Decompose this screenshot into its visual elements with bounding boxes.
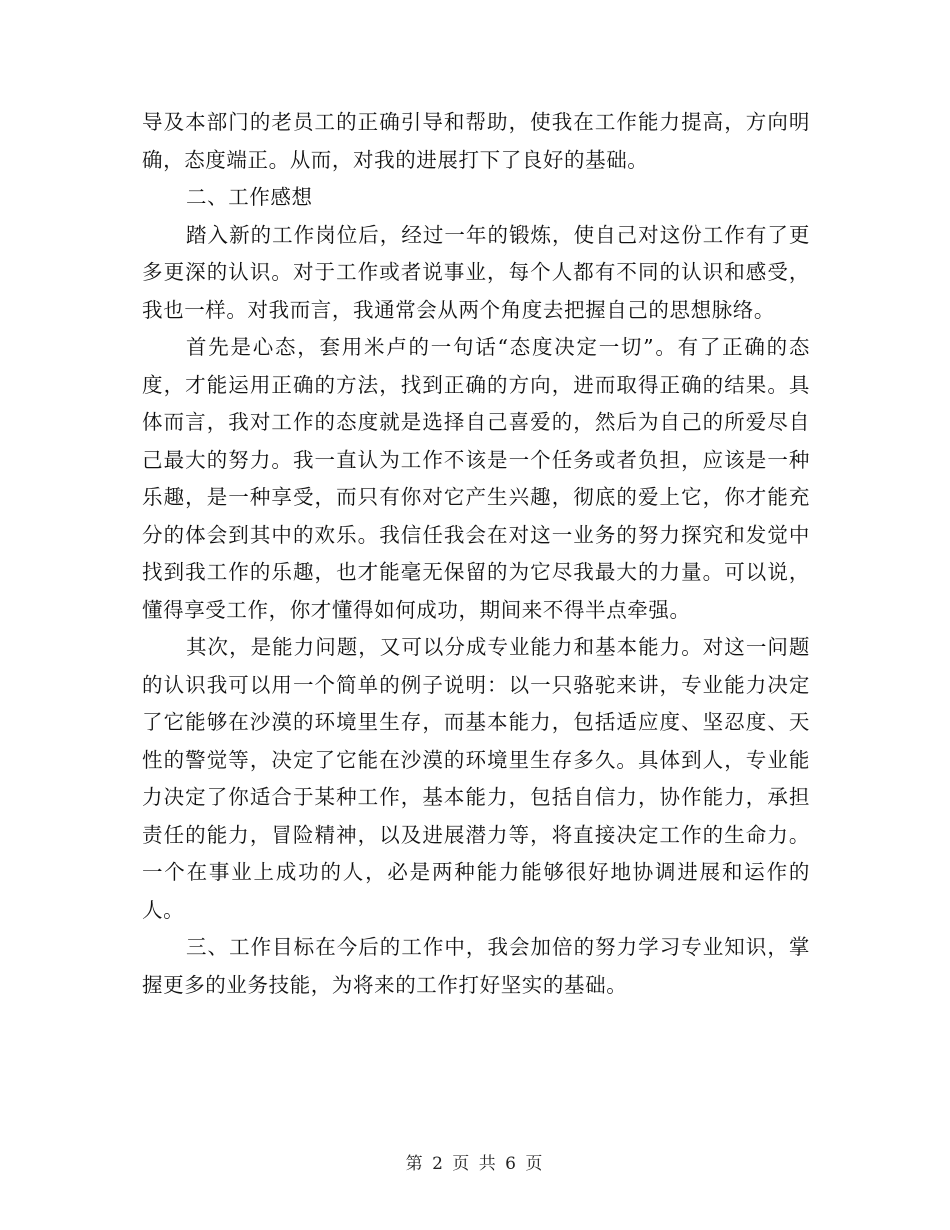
paragraph-ability: 其次，是能力问题，又可以分成专业能力和基本能力。对这一问题的认识我可以用一个简单的例子说明：以一只骆驼来讲，专业能力决定了它能够在沙漠的环境里生存，而基本能力，包括适应度、坚忍度、天性的警觉等，决定了它能在沙漠的环境里生存多久。具体到人，专业能力决定了你适合于某种工作，基本能力，包括自信力，协作能力，承担责任的能力，冒险精神，以及进展潜力等，将直接决定工作的生命力。一个在事业上成功的人，必是两种能力能够很好地协调进展和运作的人。 <box>142 635 810 922</box>
page-footer: 第 2 页 共 6 页 <box>405 1154 545 1174</box>
paragraph-continuation: 导及本部门的老员工的正确引导和帮助，使我在工作能力提高，方向明确，态度端正。从而，对我的进展打下了良好的基础。 <box>142 110 810 172</box>
document-body <box>142 104 810 1004</box>
paragraph-work-goals: 三、工作目标在今后的工作中，我会加倍的努力学习专业知识，掌握更多的业务技能，为将来的工作打好坚实的基础。 <box>142 935 810 997</box>
paragraph-attitude: 首先是心态，套用米卢的一句话“态度决定一切”。有了正确的态度，才能运用正确的方法，找到正确的方向，进而取得正确的结果。具体而言，我对工作的态度就是选择自己喜爱的，然后为自己的所爱尽自己最大的努力。我一直认为工作不该是一个任务或者负担，应该是一种乐趣，是一种享受，而只有你对它产生兴趣，彻底的爱上它，你才能充分的体会到其中的欢乐。我信任我会在对这一业务的努力探究和发觉中找到我工作的乐趣，也才能毫无保留的为它尽我最大的力量。可以说，懂得享受工作，你才懂得如何成功，期间来不得半点牵强。 <box>142 335 810 622</box>
section-heading-work-reflections: 二、工作感想 <box>186 185 313 209</box>
paragraph-new-position: 踏入新的工作岗位后，经过一年的锻炼，使自己对这份工作有了更多更深的认识。对于工作或者说事业，每个人都有不同的认识和感受，我也一样。对我而言，我通常会从两个角度去把握自己的思想脉络。 <box>142 222 810 322</box>
